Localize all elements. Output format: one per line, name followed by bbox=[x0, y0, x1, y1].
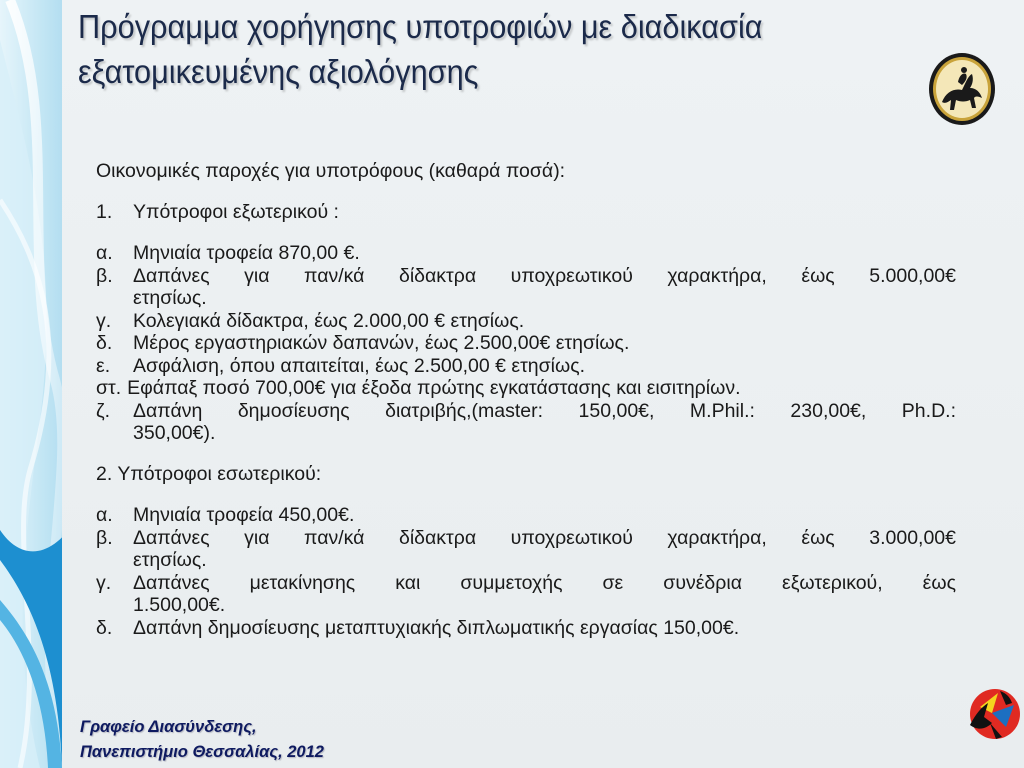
list-item-text: Δαπάνες για παν/κά δίδακτρα υποχρεωτικού χαρακτήρα, έως 3.000,00€ bbox=[133, 526, 956, 549]
list-item bbox=[96, 617, 956, 640]
list-item bbox=[96, 265, 956, 310]
list-item-text-cont: ετησίως. bbox=[133, 287, 207, 309]
list-marker: ζ. bbox=[96, 399, 111, 422]
list-marker: β. bbox=[96, 526, 113, 549]
list-item-text: Μέρος εργαστηριακών δαπανών, έως 2.500,00€ ετησίως. bbox=[133, 332, 630, 354]
section2-heading: 2. Υπότροφοι εσωτερικού: bbox=[96, 463, 322, 485]
slide-title bbox=[78, 4, 841, 94]
intro-text: Οικονομικές παροχές για υποτρόφους (καθαρά ποσά): bbox=[96, 160, 566, 182]
list-item-text: Μηνιαία τροφεία 450,00€. bbox=[133, 504, 355, 526]
list-marker: γ. bbox=[96, 309, 112, 332]
list-item bbox=[96, 572, 956, 617]
slide-body bbox=[96, 160, 956, 639]
list-item-text: Ασφάλιση, όπου απαιτείται, έως 2.500,00 € ετησίως. bbox=[133, 354, 586, 377]
section1-heading bbox=[96, 201, 956, 224]
section1-heading-text: Υπότροφοι εξωτερικού : bbox=[133, 201, 339, 223]
list-item-text: Κολεγιακά δίδακτρα, έως 2.000,00 € ετησίως. bbox=[133, 309, 525, 332]
list-marker: ε. bbox=[96, 354, 111, 377]
list-item bbox=[96, 332, 956, 355]
list-item-text: Δαπάνη δημοσίευσης μεταπτυχιακής διπλωματικής εργασίας 150,00€. bbox=[133, 616, 740, 639]
list-item-text-cont: 350,00€). bbox=[133, 422, 216, 444]
list-marker: δ. bbox=[96, 616, 113, 639]
slide-title-line1: Πρόγραμμα χορήγησης υποτροφιών με διαδικασία bbox=[78, 8, 763, 45]
list-item bbox=[96, 242, 956, 265]
list-marker: β. bbox=[96, 264, 113, 287]
horseman-seal-icon bbox=[928, 52, 996, 126]
list-marker: στ. bbox=[96, 377, 122, 399]
section1-marker: 1. bbox=[96, 201, 113, 223]
list-item-text-cont: ετησίως. bbox=[133, 549, 207, 571]
list-item-text: Δαπάνες για παν/κά δίδακτρα υποχρεωτικού χαρακτήρα, έως 5.000,00€ bbox=[133, 264, 956, 287]
footer-line1: Γραφείο Διασύνδεσης, bbox=[80, 718, 257, 736]
list-item-text: Δαπάνη δημοσίευσης διατριβής,(master: 150,00€, M.Phil.: 230,00€, Ph.D.: bbox=[133, 399, 956, 422]
list-item bbox=[96, 355, 956, 378]
list-item bbox=[96, 527, 956, 572]
footer-line2: Πανεπιστήμιο Θεσσαλίας, 2012 bbox=[80, 743, 324, 761]
slide-title-line2: εξατομικευμένης αξιολόγησης bbox=[78, 53, 479, 90]
list-marker: γ. bbox=[96, 571, 112, 594]
liaison-office-logo-icon bbox=[962, 683, 1024, 745]
list-item-text: Δαπάνες μετακίνησης και συμμετοχής σε συνέδρια εξωτερικού, έως bbox=[133, 571, 956, 594]
list-marker: α. bbox=[96, 504, 113, 526]
list-item bbox=[96, 400, 956, 445]
list-item bbox=[96, 504, 956, 527]
list-item-text: Εφάπαξ ποσό 700,00€ για έξοδα πρώτης εγκατάστασης και εισιτηρίων. bbox=[127, 377, 741, 399]
list-item-text-cont: 1.500,00€. bbox=[133, 594, 226, 616]
list-marker: δ. bbox=[96, 332, 113, 354]
list-item-text: Μηνιαία τροφεία 870,00 €. bbox=[133, 242, 360, 264]
footer-credit bbox=[80, 715, 324, 765]
list-marker: α. bbox=[96, 242, 113, 264]
list-item bbox=[96, 377, 956, 400]
list-item bbox=[96, 310, 956, 333]
